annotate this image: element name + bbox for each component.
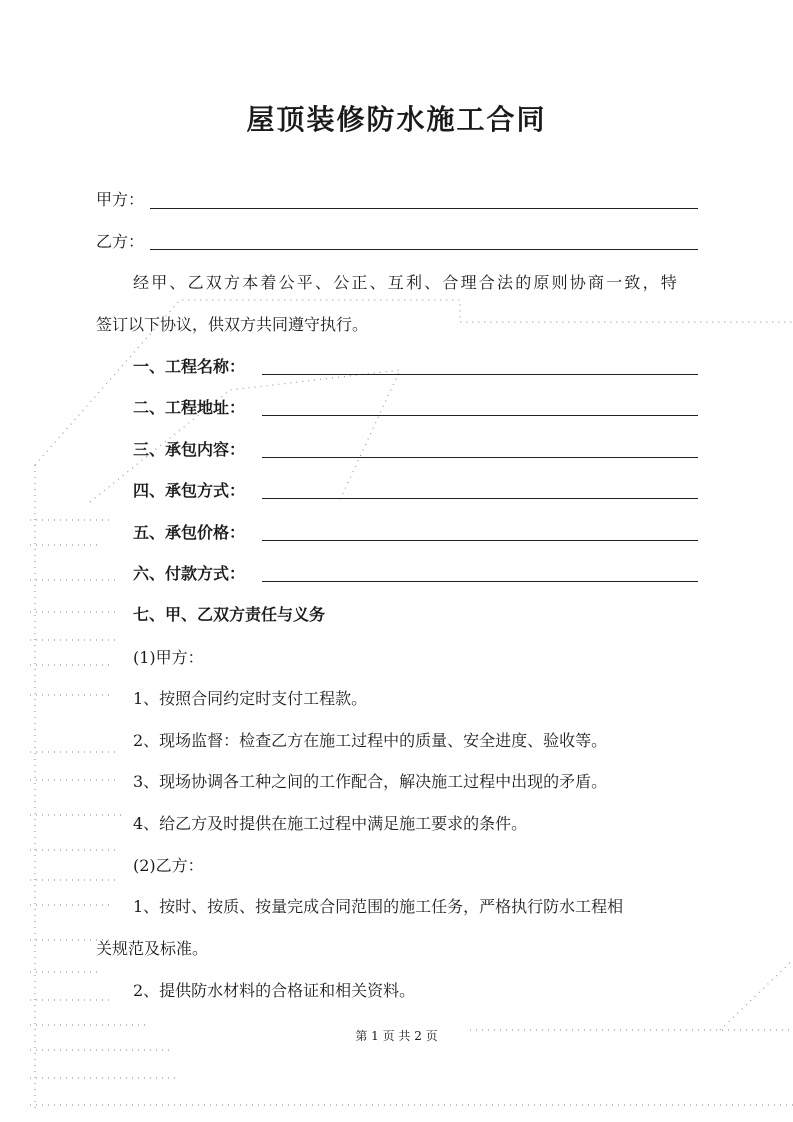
party-a-duty-1: 1、按照合同约定时支付工程款。 bbox=[133, 689, 368, 708]
item-project-address: 二、工程地址： bbox=[133, 398, 246, 417]
section-7-heading: 七、甲、乙双方责任与义务 bbox=[133, 605, 326, 624]
intro-line-1: 经甲、乙双方本着公平、公正、互利、合理合法的原则协商一致，特 bbox=[133, 273, 680, 292]
party-a-duties-heading: (1)甲方： bbox=[133, 648, 204, 667]
payment-method-blank bbox=[262, 581, 698, 582]
item-project-name: 一、工程名称： bbox=[133, 357, 246, 376]
page-footer: 第 1 页 共 2 页 bbox=[355, 1029, 438, 1043]
party-b-duty-1-line-2: 关规范及标准。 bbox=[96, 939, 209, 958]
intro-line-2: 签订以下协议，供双方共同遵守执行。 bbox=[96, 315, 369, 334]
document-title: 屋顶装修防水施工合同 bbox=[246, 103, 547, 136]
party-b-duties-heading: (2)乙方： bbox=[133, 856, 204, 875]
contract-price-blank bbox=[262, 540, 698, 541]
item-contract-price: 五、承包价格： bbox=[133, 523, 246, 542]
party-a-duty-2: 2、现场监督：检查乙方在施工过程中的质量、安全进度、验收等。 bbox=[133, 731, 608, 750]
party-b-label: 乙方： bbox=[96, 232, 145, 251]
party-a-blank bbox=[150, 208, 698, 209]
party-a-label: 甲方： bbox=[96, 190, 145, 209]
item-payment-method: 六、付款方式： bbox=[133, 564, 246, 583]
party-b-duty-1-line-1: 1、按时、按质、按量完成合同范围的施工任务，严格执行防水工程相 bbox=[133, 897, 624, 916]
party-b-blank bbox=[150, 249, 698, 250]
party-a-duty-3: 3、现场协调各工种之间的工作配合，解决施工过程中出现的矛盾。 bbox=[133, 772, 608, 791]
item-contract-method: 四、承包方式： bbox=[133, 481, 246, 500]
project-address-blank bbox=[262, 415, 698, 416]
project-name-blank bbox=[262, 374, 698, 375]
item-contract-content: 三、承包内容： bbox=[133, 440, 246, 459]
party-a-duty-4: 4、给乙方及时提供在施工过程中满足施工要求的条件。 bbox=[133, 814, 528, 833]
contract-content-blank bbox=[262, 457, 698, 458]
contract-method-blank bbox=[262, 498, 698, 499]
party-b-duty-2: 2、提供防水材料的合格证和相关资料。 bbox=[133, 981, 416, 1000]
